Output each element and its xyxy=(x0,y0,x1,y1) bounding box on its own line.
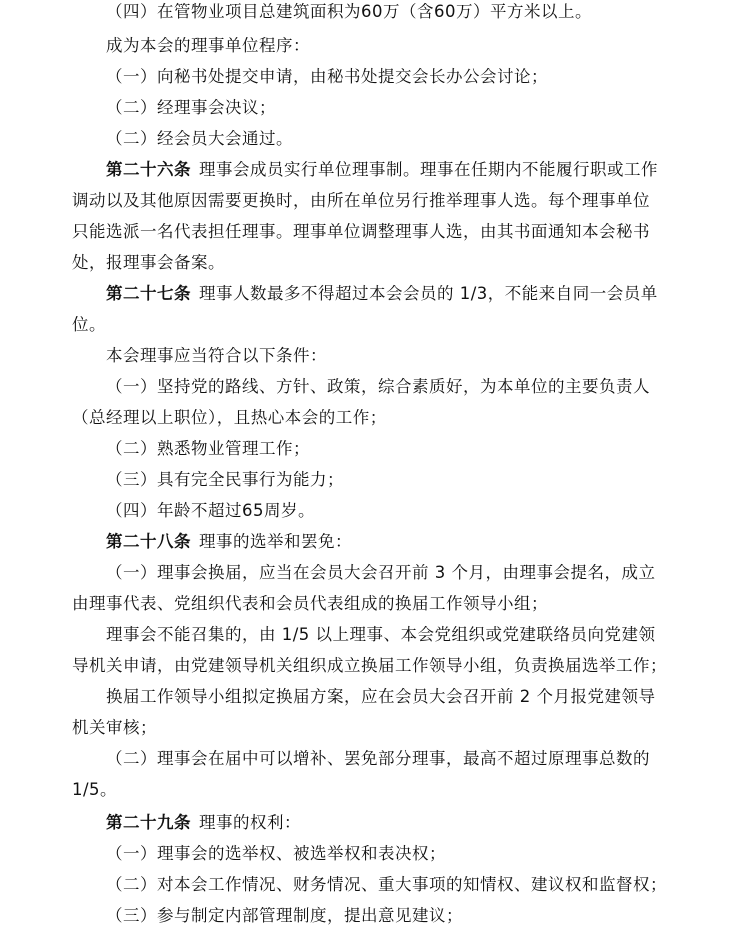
text-line: （总经理以上职位），且热心本会的工作； xyxy=(72,408,387,427)
text-line: （三）参与制定内部管理制度，提出意见建议； xyxy=(106,906,463,925)
text-line: （三）具有完全民事行为能力； xyxy=(106,470,344,489)
text-line: 由理事代表、党组织代表和会员代表组成的换届工作领导小组； xyxy=(72,594,548,613)
text-line: 换届工作领导小组拟定换届方案，应在会员大会召开前 2 个月报党建领导 xyxy=(106,687,656,706)
text-line: 理事的权利： xyxy=(199,813,301,832)
article-26-heading: 第二十六条 xyxy=(106,160,191,179)
text-line: 理事人数最多不得超过本会会员的 1/3，不能来自同一会员单 xyxy=(199,284,658,303)
text-line: （二）经理事会决议； xyxy=(106,98,276,117)
text-line: （一）理事会换届，应当在会员大会召开前 3 个月，由理事会提名，成立 xyxy=(106,563,656,582)
text-line: 理事会成员实行单位理事制。理事在任期内不能履行职或工作 xyxy=(199,160,658,179)
article-27-paragraph xyxy=(106,284,726,304)
text-line: （二）经会员大会通过。 xyxy=(106,129,293,148)
text-line: （二）对本会工作情况、财务情况、重大事项的知情权、建议权和监督权； xyxy=(106,875,667,894)
text-line: （一）坚持党的路线、方针、政策，综合素质好，为本单位的主要负责人 xyxy=(106,377,650,396)
text-line: （一）向秘书处提交申请，由秘书处提交会长办公会讨论； xyxy=(106,67,548,86)
text-line: 机关审核； xyxy=(72,718,157,737)
text-line: 处，报理事会备案。 xyxy=(72,253,225,272)
text-line: （四）年龄不超过65周岁。 xyxy=(106,501,315,520)
article-28-heading: 第二十八条 xyxy=(106,532,191,551)
article-26-paragraph xyxy=(106,160,726,180)
text-line: 理事会不能召集的，由 1/5 以上理事、本会党组织或党建联络员向党建领 xyxy=(106,625,656,644)
text-line: 理事的选举和罢免： xyxy=(199,532,352,551)
text-line: （四）在管物业项目总建筑面积为60万（含60万）平方米以上。 xyxy=(106,2,592,21)
article-27-heading: 第二十七条 xyxy=(106,284,191,303)
text-line: 本会理事应当符合以下条件： xyxy=(106,346,327,365)
text-line: （二）熟悉物业管理工作； xyxy=(106,439,310,458)
text-line: 调动以及其他原因需要更换时，由所在单位另行推举理事人选。每个理事单位 xyxy=(72,191,650,210)
article-29-paragraph xyxy=(106,813,726,833)
text-line: （二）理事会在届中可以增补、罢免部分理事，最高不超过原理事总数的 xyxy=(106,749,650,768)
text-line: 导机关申请，由党建领导机关组织成立换届工作领导小组，负责换届选举工作； xyxy=(72,656,667,675)
article-28-paragraph xyxy=(106,532,726,552)
article-29-heading: 第二十九条 xyxy=(106,813,191,832)
text-line: 位。 xyxy=(72,315,106,334)
text-line: 成为本会的理事单位程序： xyxy=(106,36,310,55)
text-line: 只能选派一名代表担任理事。理事单位调整理事人选，由其书面通知本会秘书 xyxy=(72,222,650,241)
text-line: 1/5。 xyxy=(72,780,118,799)
text-line: （一）理事会的选举权、被选举权和表决权； xyxy=(106,844,446,863)
